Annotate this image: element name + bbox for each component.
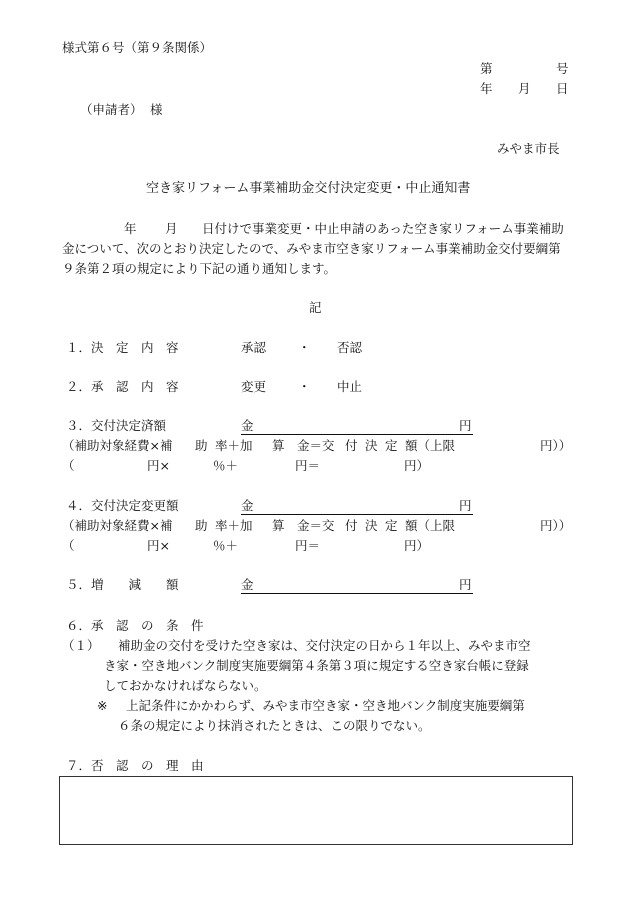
item3-formula-a: （補助対象経費×補	[62, 438, 173, 453]
item4-formula-i: 額（上限	[405, 518, 456, 533]
item4-formula-d: 算	[272, 518, 285, 533]
item3-formula-d: 算	[272, 438, 285, 453]
item3-calc-close: 円）	[404, 458, 430, 473]
item3-formula-g: 決	[365, 438, 378, 453]
item4-calc-yen-x: 円×	[147, 538, 170, 553]
item3-calc-pct: ％＋	[213, 458, 239, 473]
intro-year: 年	[124, 221, 137, 236]
item4-calc-pct: ％＋	[213, 538, 239, 553]
intro-line2: 金について、次のとおり決定したので、みやま市空き家リフォーム事業補助金交付要綱第	[62, 241, 561, 256]
item5-yen: 円	[459, 577, 472, 592]
item3-kin: 金	[241, 418, 254, 433]
denial-reason-box[interactable]	[59, 776, 573, 845]
item3-formula-c: 率＋加	[215, 438, 253, 453]
item5-label: ５．増 減 額	[66, 577, 179, 592]
item1-option-deny: 否認	[337, 340, 363, 355]
intro-month: 月	[165, 221, 178, 236]
item2-separator: ・	[298, 379, 311, 394]
item4-formula-e: 金＝交	[297, 518, 335, 533]
item4-formula-b: 助	[195, 518, 208, 533]
item5-amount-field	[241, 579, 473, 594]
item4-formula-j: 円））	[540, 518, 572, 533]
item3-amount-field	[241, 420, 473, 435]
item3-formula-b: 助	[195, 438, 208, 453]
item4-formula-f: 付	[345, 518, 358, 533]
item3-formula-j: 円））	[540, 438, 572, 453]
condition-line2: き家・空き地バンク制度実施要綱第４条第３項に規定する空き家台帳に登録	[104, 658, 529, 673]
number-dai: 第	[480, 61, 493, 76]
item1-separator: ・	[298, 340, 311, 355]
item3-yen: 円	[459, 418, 472, 433]
intro-line3: ９条第２項の規定により下記の通り通知します。	[62, 261, 337, 276]
item6-label: ６．承 認 の 条 件	[66, 618, 204, 633]
condition-line1: 補助金の交付を受けた空き家は、交付決定の日から１年以上、みやま市空	[118, 638, 531, 653]
condition-line3: しておかなければならない。	[104, 678, 267, 693]
item3-calc-yen-eq: 円＝	[295, 458, 321, 473]
item3-label: ３．交付決定済額	[66, 418, 167, 433]
item2-label: ２．承 認 内 容	[66, 379, 179, 394]
item5-kin: 金	[241, 577, 254, 592]
item4-yen: 円	[459, 498, 472, 513]
note-mark: ※	[97, 698, 108, 713]
date-month: 月	[518, 81, 531, 96]
ki-heading: 記	[309, 300, 322, 315]
item4-calc-close: 円）	[404, 538, 430, 553]
item4-calc-yen-eq: 円＝	[295, 538, 321, 553]
item4-formula-c: 率＋加	[215, 518, 253, 533]
item4-label: ４．交付決定変更額	[66, 498, 179, 513]
date-year: 年	[480, 81, 493, 96]
item1-option-approve: 承認	[241, 340, 267, 355]
item3-formula-i: 額（上限	[405, 438, 456, 453]
date-day: 日	[556, 81, 569, 96]
item3-calc-yen-x: 円×	[147, 458, 170, 473]
item4-formula-a: （補助対象経費×補	[62, 518, 173, 533]
condition-number: （１）	[62, 638, 100, 653]
item2-option-cancel: 中止	[337, 379, 363, 394]
item4-calc-open: （	[62, 538, 75, 553]
item7-label: ７．否 認 の 理 由	[66, 758, 204, 773]
issuer-name: みやま市長	[497, 141, 560, 156]
form-number: 様式第６号（第９条関係）	[62, 40, 213, 55]
note-line1: 上記条件にかかわらず、みやま市空き家・空き地バンク制度実施要綱第	[126, 698, 525, 713]
item2-option-change: 変更	[241, 379, 267, 394]
item3-formula-h: 定	[385, 438, 398, 453]
item3-formula-f: 付	[345, 438, 358, 453]
applicant-honorific: 様	[150, 102, 163, 117]
number-go: 号	[556, 61, 569, 76]
item4-formula-g: 決	[365, 518, 378, 533]
note-line2: ６条の規定により抹消されたときは、この限りでない。	[118, 718, 431, 733]
intro-line1: 日付けで事業変更・中止申請のあった空き家リフォーム事業補助	[202, 221, 564, 236]
document-title: 空き家リフォーム事業補助金交付決定変更・中止通知書	[146, 181, 471, 196]
item1-label: １．決 定 内 容	[66, 340, 179, 355]
item4-amount-field	[241, 500, 473, 515]
item4-formula-h: 定	[385, 518, 398, 533]
item3-formula-e: 金＝交	[297, 438, 335, 453]
applicant-label: （申請者）	[80, 102, 143, 117]
item4-kin: 金	[241, 498, 254, 513]
item3-calc-open: （	[62, 458, 75, 473]
